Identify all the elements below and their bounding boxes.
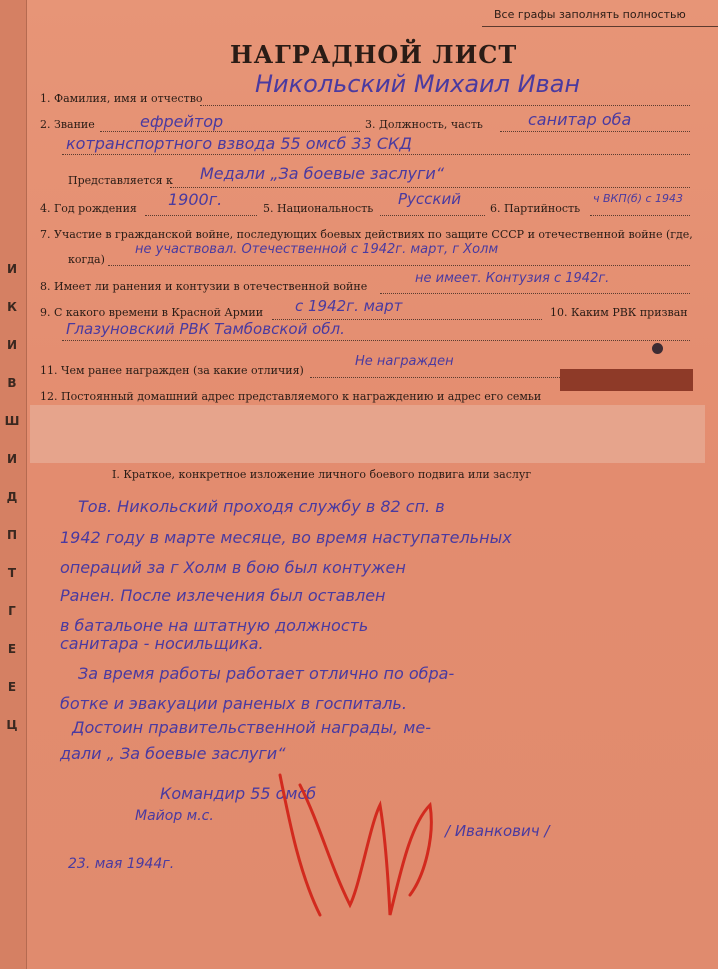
field-4-label: 4. Год рождения <box>40 202 137 215</box>
field-4-value: 1900г. <box>168 190 223 209</box>
side-letter: Ш <box>4 414 20 428</box>
field-3-value: санитар оба <box>528 110 632 129</box>
presented-value: Медали „За боевые заслуги“ <box>200 164 445 183</box>
field-1-label: 1. Фамилия, имя и отчество <box>40 92 203 105</box>
side-vertical-text <box>3 250 21 744</box>
field-7-value: не участвовал. Отечественной с 1942г. март, г Холм <box>135 242 499 257</box>
redacted-block <box>560 369 693 391</box>
side-letter: Е <box>7 642 17 656</box>
side-letter: Е <box>7 680 17 694</box>
field-6-value: ч ВКП(б) с 1943 <box>593 192 684 205</box>
field-10-label: 10. Каким РВК призван <box>550 306 688 319</box>
field-2-value: ефрейтор <box>140 112 224 131</box>
field-11-value: Не награжден <box>355 354 454 369</box>
field-12-label: 12. Постоянный домашний адрес представляемого к награждению и адрес его семьи <box>40 390 542 403</box>
field-1-line <box>200 105 690 106</box>
commander-title: Командир 55 омсб <box>160 784 317 803</box>
field-1-value: Никольский Михаил Иван <box>255 70 581 98</box>
side-letter: К <box>7 300 17 314</box>
side-letter: Г <box>8 604 16 618</box>
presented-label: Представляется к <box>68 174 173 187</box>
narrative-line: дали „ За боевые заслуги“ <box>60 744 286 763</box>
ink-blot <box>652 343 663 354</box>
field-3-value-2: котранспортного взвода 55 омсб 33 СКД <box>66 134 412 153</box>
fill-all-note: Все графы заполнять полностью <box>494 8 686 21</box>
side-letter: Ц <box>6 718 18 732</box>
field-2-line <box>100 131 360 132</box>
field-8-label: 8. Имеет ли ранения и контузии в отечественной войне <box>40 280 368 293</box>
field-10-line <box>62 340 690 341</box>
field-9-label: 9. С какого времени в Красной Армии <box>40 306 264 319</box>
field-3-line <box>500 131 690 132</box>
field-4-line <box>145 215 257 216</box>
narrative-line: санитара - носильщика. <box>60 634 264 653</box>
field-6-line <box>590 215 690 216</box>
field-3-line-2 <box>62 154 690 155</box>
field-8-line <box>380 293 690 294</box>
signature-date: 23. мая 1944г. <box>68 856 175 872</box>
side-letter: Т <box>7 566 17 580</box>
redacted-address-area <box>30 405 705 463</box>
field-3-label: 3. Должность, часть <box>365 118 483 131</box>
field-7-label: 7. Участие в гражданской войне, последующих боевых действиях по защите СССР и отечественной войне (где, <box>40 228 693 241</box>
narrative-line: 1942 году в марте месяце, во время наступательных <box>60 528 512 547</box>
commander-rank: Майор м.с. <box>135 808 214 824</box>
field-5-value: Русский <box>398 190 461 208</box>
field-6-label: 6. Партийность <box>490 202 581 215</box>
narrative-line: За время работы работает отлично по обра- <box>78 664 455 683</box>
narrative-line: операций за г Холм в бою был контужен <box>60 558 406 577</box>
side-letter: И <box>6 262 18 276</box>
red-signature-icon <box>260 765 460 925</box>
narrative-line: Тов. Никольский проходя службу в 82 сп. в <box>78 497 445 516</box>
field-9-value: с 1942г. март <box>295 297 403 315</box>
side-letter: И <box>6 452 18 466</box>
top-rule <box>482 26 718 27</box>
field-8-value: не имеет. Контузия с 1942г. <box>415 271 610 286</box>
field-7-line <box>108 265 690 266</box>
side-letter: И <box>6 338 18 352</box>
field-5-label: 5. Национальность <box>263 202 374 215</box>
document-title: НАГРАДНОЙ ЛИСТ <box>230 40 518 69</box>
narrative-line: Достоин правительственной награды, ме- <box>72 718 431 737</box>
field-7-label-2: когда) <box>68 253 105 266</box>
field-5-line <box>380 215 485 216</box>
field-11-label: 11. Чем ранее награжден (за какие отличия) <box>40 364 304 377</box>
narrative-line: ботке и эвакуации раненых в госпиталь. <box>60 694 407 713</box>
side-letter: В <box>7 376 17 390</box>
side-letter: П <box>6 528 18 542</box>
section-heading: I. Краткое, конкретное изложение личного боевого подвига или заслуг <box>112 468 532 481</box>
field-2-label: 2. Звание <box>40 118 95 131</box>
narrative-line: Ранен. После излечения был оставлен <box>60 586 386 605</box>
narrative-line: в батальоне на штатную должность <box>60 616 369 635</box>
commander-name: / Иванкович / <box>445 822 550 840</box>
presented-line <box>170 187 690 188</box>
side-letter: Д <box>6 490 18 504</box>
margin-line <box>26 0 27 969</box>
field-10-value: Глазуновский РВК Тамбовской обл. <box>66 320 345 338</box>
